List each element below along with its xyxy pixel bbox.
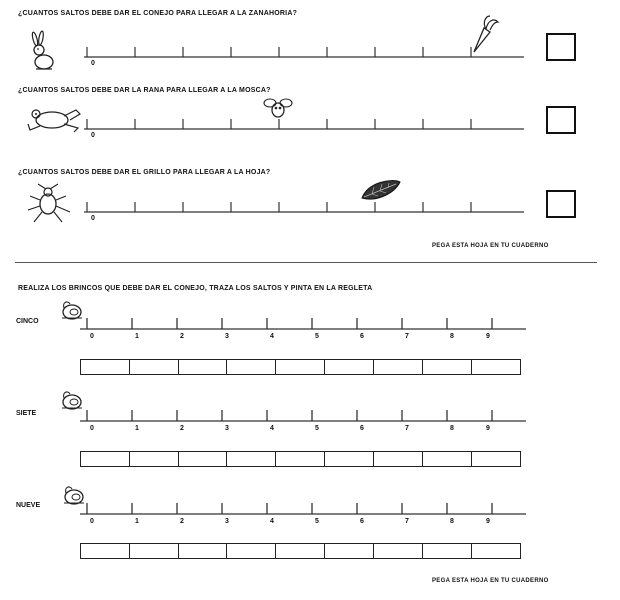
digit-3: 3: [225, 333, 229, 340]
leaf-icon: [358, 178, 404, 202]
digit-1: 1: [135, 518, 139, 525]
strip-cell[interactable]: [324, 451, 374, 467]
strip-cell[interactable]: [80, 451, 130, 467]
digit-3: 3: [225, 425, 229, 432]
digit-6: 6: [360, 333, 364, 340]
strip-cell[interactable]: [226, 451, 276, 467]
start-label: 0: [91, 60, 95, 67]
number-line-3: [84, 199, 524, 215]
answer-box-3[interactable]: [546, 190, 576, 218]
section-divider: [15, 262, 597, 263]
digit-0: 0: [90, 425, 94, 432]
number-line-2: [84, 116, 524, 132]
section2-title: REALIZA LOS BRINCOS QUE DEBE DAR EL CONEJO, TRAZA LOS SALTOS Y PINTA EN LA REGLETA: [18, 285, 373, 292]
digit-2: 2: [180, 425, 184, 432]
paint-strip-2: [80, 451, 519, 467]
digit-2: 2: [180, 518, 184, 525]
strip-cell[interactable]: [80, 359, 130, 375]
ruler-3: [80, 503, 530, 517]
strip-cell[interactable]: [373, 543, 423, 559]
question-1-text: ¿CUANTOS SALTOS DEBE DAR EL CONEJO PARA LLEGAR A LA ZANAHORIA?: [18, 10, 298, 17]
start-label: 0: [91, 132, 95, 139]
strip-cell[interactable]: [373, 451, 423, 467]
digit-0: 0: [90, 333, 94, 340]
start-label: 0: [91, 215, 95, 222]
digit-5: 5: [315, 333, 319, 340]
frog-icon: [24, 104, 82, 134]
strip-cell[interactable]: [275, 451, 325, 467]
strip-cell[interactable]: [471, 359, 521, 375]
paint-strip-1: [80, 359, 519, 375]
ruler-1: [80, 318, 530, 332]
digit-8: 8: [450, 333, 454, 340]
digit-7: 7: [405, 425, 409, 432]
digit-7: 7: [405, 333, 409, 340]
digit-5: 5: [315, 425, 319, 432]
question-3-text: ¿CUANTOS SALTOS DEBE DAR EL GRILLO PARA LLEGAR A LA HOJA?: [18, 169, 271, 176]
number-line-1: [84, 44, 524, 60]
rabbit-icon: [58, 390, 86, 412]
ruler-2: [80, 410, 530, 424]
digit-1: 1: [135, 425, 139, 432]
strip-cell[interactable]: [275, 543, 325, 559]
strip-cell[interactable]: [178, 359, 228, 375]
footer-note-2: PEGA ESTA HOJA EN TU CUADERNO: [432, 578, 549, 584]
digit-6: 6: [360, 425, 364, 432]
answer-box-2[interactable]: [546, 106, 576, 134]
digit-9: 9: [486, 518, 490, 525]
strip-cell[interactable]: [471, 451, 521, 467]
strip-cell[interactable]: [422, 543, 472, 559]
strip-cell[interactable]: [422, 359, 472, 375]
word-label-cinco: CINCO: [16, 318, 39, 325]
digit-4: 4: [270, 518, 274, 525]
fly-icon: [262, 96, 294, 120]
strip-cell[interactable]: [129, 451, 179, 467]
digit-4: 4: [270, 333, 274, 340]
strip-cell[interactable]: [129, 543, 179, 559]
digit-8: 8: [450, 518, 454, 525]
strip-cell[interactable]: [422, 451, 472, 467]
digit-8: 8: [450, 425, 454, 432]
cricket-icon: [26, 184, 72, 224]
rabbit-icon: [26, 32, 60, 72]
strip-cell[interactable]: [178, 451, 228, 467]
strip-cell[interactable]: [178, 543, 228, 559]
digit-3: 3: [225, 518, 229, 525]
digit-9: 9: [486, 333, 490, 340]
answer-box-1[interactable]: [546, 33, 576, 61]
digit-0: 0: [90, 518, 94, 525]
word-label-nueve: NUEVE: [16, 502, 41, 509]
carrot-icon: [464, 14, 500, 54]
footer-note-1: PEGA ESTA HOJA EN TU CUADERNO: [432, 243, 549, 249]
word-label-siete: SIETE: [16, 410, 37, 417]
strip-cell[interactable]: [373, 359, 423, 375]
digit-2: 2: [180, 333, 184, 340]
strip-cell[interactable]: [471, 543, 521, 559]
digit-1: 1: [135, 333, 139, 340]
digit-6: 6: [360, 518, 364, 525]
strip-cell[interactable]: [324, 543, 374, 559]
strip-cell[interactable]: [275, 359, 325, 375]
strip-cell[interactable]: [324, 359, 374, 375]
digit-9: 9: [486, 425, 490, 432]
question-2-text: ¿CUANTOS SALTOS DEBE DAR LA RANA PARA LLEGAR A LA MOSCA?: [18, 87, 271, 94]
digit-5: 5: [315, 518, 319, 525]
strip-cell[interactable]: [80, 543, 130, 559]
digit-7: 7: [405, 518, 409, 525]
strip-cell[interactable]: [226, 359, 276, 375]
strip-cell[interactable]: [226, 543, 276, 559]
paint-strip-3: [80, 543, 519, 559]
digit-4: 4: [270, 425, 274, 432]
strip-cell[interactable]: [129, 359, 179, 375]
